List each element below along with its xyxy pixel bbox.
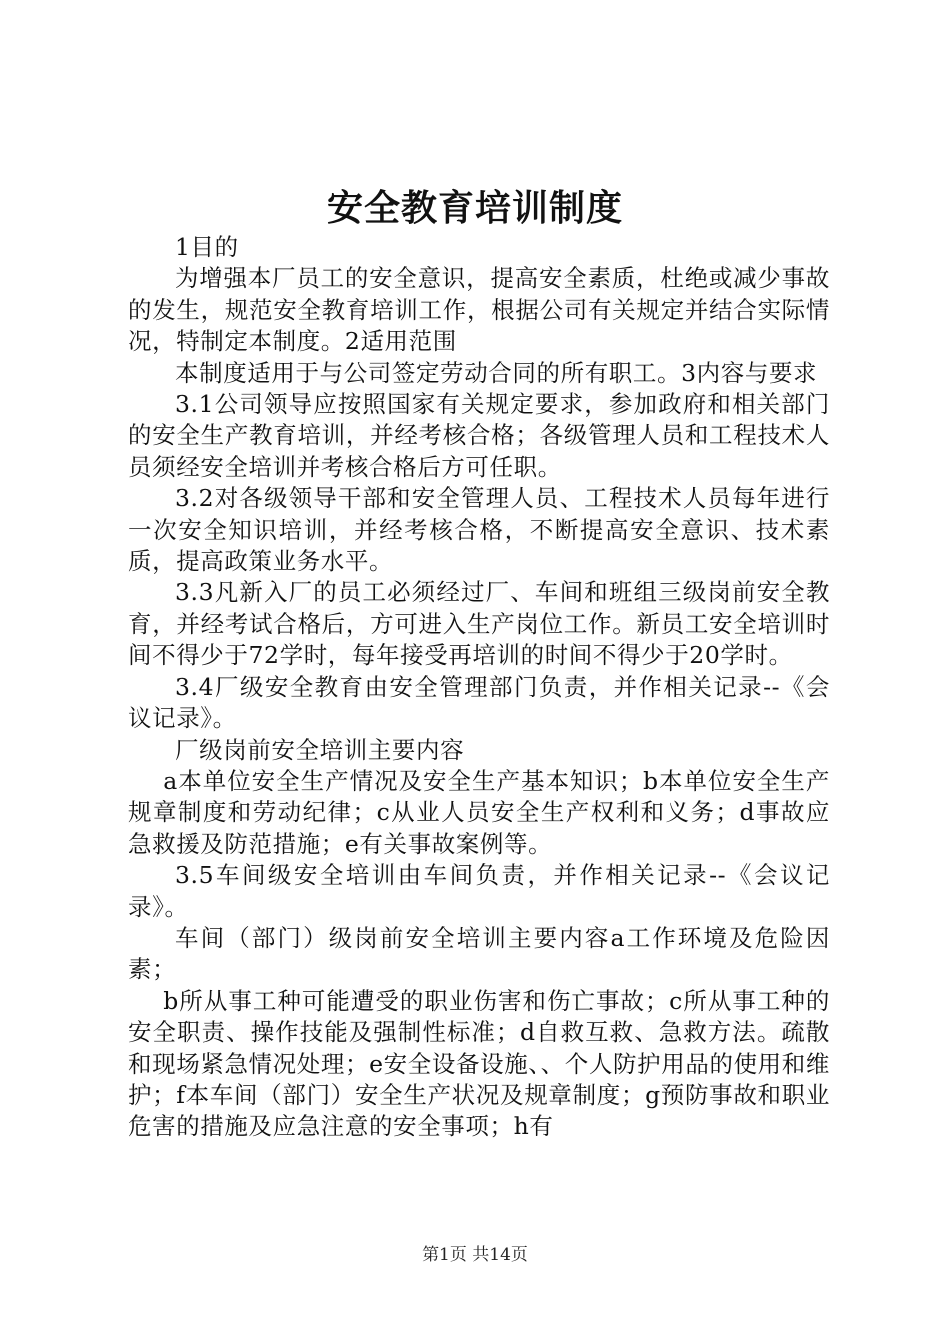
document-body [128, 232, 830, 1143]
paragraph-3-1: 3.1公司领导应按照国家有关规定要求，参加政府和相关部门的安全生产教育培训，并经考核合格；各级管理人员和工程技术人员须经安全培训并考核合格后方可任职。 [128, 390, 830, 481]
subheading-factory-training: 厂级岗前安全培训主要内容 [175, 735, 465, 764]
paragraph-purpose: 为增强本厂员工的安全意识，提高安全素质，杜绝或减少事故的发生，规范安全教育培训工作，根据公司有关规定并结合实际情况，特制定本制度。2适用范围 [128, 264, 830, 356]
paragraph-workshop-training-content: b所从事工种可能遭受的职业伤害和伤亡事故；c所从事工种的安全职责、操作技能及强制性标准；d自救互救、急救方法。疏散和现场紧急情况处理；e安全设备设施、、个人防护用品的使用和维护；f本车间（部门）安全生产状况及规章制度；g预防事故和职业危害的措施及应急注意的安全事项；h有 [128, 986, 830, 1141]
page-number-footer: 第1页 共14页 [422, 1245, 528, 1265]
paragraph-workshop-training: 车间（部门）级岗前安全培训主要内容a工作环境及危险因素； [128, 923, 830, 984]
document-title: 安全教育培训制度 [326, 187, 623, 229]
paragraph-3-4: 3.4厂级安全教育由安全管理部门负责，并作相关记录--《会议记录》。 [128, 672, 830, 733]
paragraph-3-3: 3.3凡新入厂的员工必须经过厂、车间和班组三级岗前安全教育，并经考试合格后，方可进入生产岗位工作。新员工安全培训时间不得少于72学时，每年接受再培训的时间不得少于20学时。 [128, 578, 830, 670]
section-heading-purpose: 1目的 [175, 233, 239, 261]
paragraph-3-2: 3.2对各级领导干部和安全管理人员、工程技术人员每年进行一次安全知识培训，并经考核合格，不断提高安全意识、技术素质，提高政策业务水平。 [128, 484, 830, 576]
paragraph-scope: 本制度适用于与公司签定劳动合同的所有职工。3内容与要求 [175, 358, 818, 387]
paragraph-factory-training-content: a本单位安全生产情况及安全生产基本知识；b本单位安全生产规章制度和劳动纪律；c从业人员安全生产权利和义务；d事故应急救援及防范措施；e有关事故案例等。 [128, 766, 830, 858]
paragraph-3-5: 3.5车间级安全培训由车间负责，并作相关记录--《会议记录》。 [128, 861, 830, 921]
